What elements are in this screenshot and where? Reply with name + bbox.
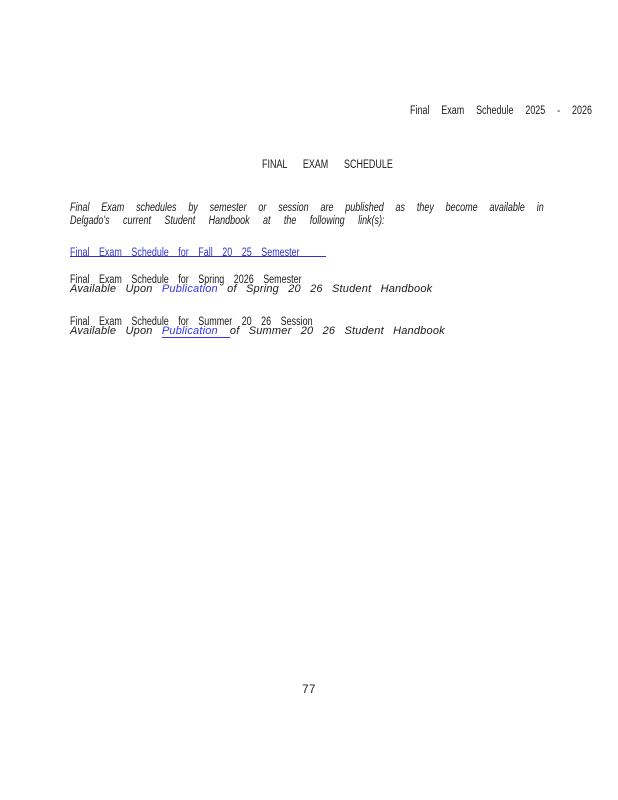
spring-heading-text: Final Exam Schedule for Spring 2026 Semester: [70, 274, 302, 286]
intro-paragraph-line-2: [70, 211, 473, 229]
spring-availability-line: [70, 283, 432, 295]
page-number: 77: [302, 684, 316, 696]
page-title-text: FINAL EXAM SCHEDULE: [262, 159, 393, 171]
running-header-text: Final Exam Schedule 2025 - 2026: [410, 105, 592, 117]
fall-schedule-row: [70, 243, 326, 261]
summer-availability-pre: Available Upon: [70, 325, 153, 337]
spring-publication-link[interactable]: Publication: [161, 283, 218, 295]
page-title: [262, 155, 430, 173]
intro-line-2-text: Delgado's current Student Handbook at the following link(s):: [70, 215, 385, 227]
running-header: [410, 101, 618, 119]
fall-schedule-link[interactable]: [70, 243, 326, 257]
fall-schedule-link-text: Final Exam Schedule for Fall 20 25 Semester: [70, 247, 300, 259]
summer-availability-post: of Summer 20 26 Student Handbook: [229, 325, 445, 337]
summer-publication-link[interactable]: Publication: [162, 325, 230, 338]
intro-line-1-text: Final Exam schedules by semester or session are published as they become available in: [70, 202, 544, 214]
spring-availability-pre: Available Upon: [70, 283, 153, 295]
summer-availability-line: [70, 325, 445, 337]
summer-heading-text: Final Exam Schedule for Summer 20 26 Session: [70, 316, 313, 328]
spring-availability-post: of Spring 20 26 Student Handbook: [227, 283, 433, 295]
